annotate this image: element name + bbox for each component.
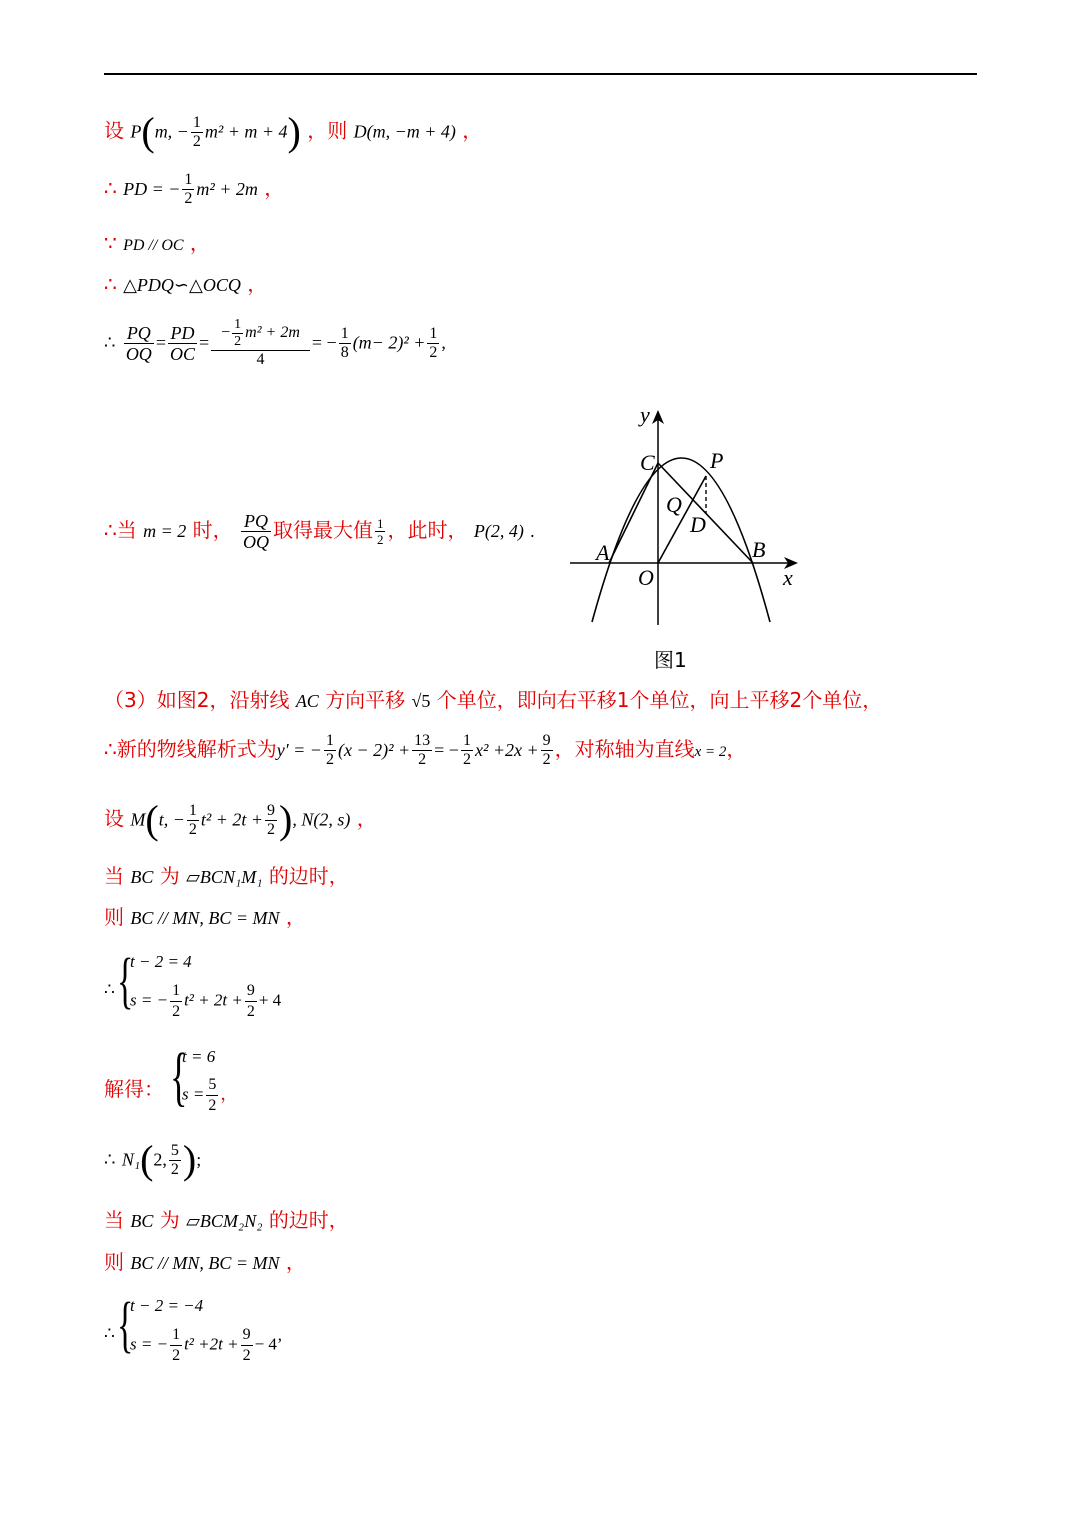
header-rule [104,73,977,75]
text: ∴新的物线解析式为 [104,737,277,761]
fraction-pd-oc: $\frac{PD}{OC}$ [169,322,195,364]
fraction: $\frac{5}{2}$ [170,1141,179,1178]
math: PD = − [123,179,181,199]
text: ， [285,1250,306,1274]
text: 设 [104,118,124,143]
math: BC // MN, BC = MN [130,1253,280,1273]
line-then1 [104,907,306,927]
math: = [198,332,210,353]
parabola [592,458,770,622]
paren-right: ) [182,1137,197,1182]
text: 取得最大值 [272,518,373,542]
text: ，则 [307,118,348,143]
brace-left: { [117,1291,134,1359]
math: x = 2 [694,744,727,760]
system-row: t − 2 = 4 [130,952,192,971]
math: m = 2 [143,521,187,541]
fraction: $\frac{1}{2}$ [376,516,384,547]
brace-left: { [117,947,134,1015]
system-row: s = − $\frac{1}{2}$ t² +2t + $\frac{9}{2}$ − 4’ [130,1326,283,1364]
label-y: y [640,402,650,427]
math: M [130,809,146,830]
therefore-symbol: ∴ [104,176,117,200]
line-set-m [104,797,377,842]
math: (m− 2)² + [352,332,426,353]
text: 设 [104,806,124,831]
math: m, − [154,121,189,142]
fraction: $\frac{9}{2}$ [267,801,276,838]
text: 为 [159,1208,180,1232]
label-a: A [596,540,610,565]
system-row: t = 6 [182,1047,216,1066]
math: BC [130,1211,154,1231]
figure-caption: 图1 [654,648,687,672]
line-solve1: 解得： [104,1077,164,1101]
math: PD // OC [123,237,184,254]
line-then2 [104,1252,306,1272]
line-ratio [104,318,446,368]
line-n1 [104,1137,202,1182]
fraction-complex: − $\frac{1}{2}$ m² + 2m 4 [211,318,310,368]
math: m² + 2m [196,179,258,199]
text: ， [264,176,285,200]
fraction: $\frac{1}{2}$ [172,1326,181,1364]
math: = [155,332,166,353]
label-b: B [752,537,766,562]
therefore-symbol: ∴ [104,332,116,353]
math: BC [130,867,154,887]
system-row: t − 2 = −4 [130,1296,204,1315]
fraction: $\frac{1}{2}$ [429,324,438,361]
text: ∴当 [104,518,137,542]
label-x: x [783,565,793,590]
paren-left: ( [140,1137,154,1182]
fraction: $\frac{1}{2}$ [192,113,201,150]
text: 的边时， [268,1208,349,1232]
text: 为 [159,864,180,888]
fraction: $\frac{9}{2}$ [246,982,255,1020]
math: BC // MN, BC = MN [130,908,280,928]
math: (x − 2)² + [337,740,411,760]
therefore-symbol: ∴ [104,1324,115,1343]
therefore-symbol: ∴ [104,272,117,296]
math: ; [196,1149,202,1170]
fraction: $\frac{5}{2}$ [208,1076,217,1114]
text: 个单位，即向右平移1个单位，向上平移2个单位， [436,688,883,712]
fraction: $\frac{9}{2}$ [242,1326,251,1364]
math: y′ = − [276,740,322,760]
line-case1 [104,866,349,886]
text: 方向平移 [325,688,406,712]
text: （3）如图2，沿射线 [104,688,290,712]
math: = − [434,740,459,760]
label-o: O [638,565,654,590]
text: 则 [104,905,124,929]
text: 当 [104,864,124,888]
math: = − [311,332,337,353]
line-part3 [104,690,882,710]
system-row: s = $\frac{5}{2}$ ， [182,1076,238,1114]
text: ， [356,806,377,831]
fraction: $\frac{1}{2}$ [234,317,242,349]
math: △PDQ∽△OCQ [123,275,241,295]
line-case2 [104,1210,349,1230]
math: m² + 2m [245,324,300,342]
text: ， [189,231,210,255]
brace-left: { [170,1040,188,1113]
line-set-p [104,109,483,154]
text: ，对称轴为直线 [554,737,695,761]
label-q: Q [666,492,682,517]
paren-left: ( [141,109,155,154]
text: ，此时， [387,518,468,542]
text: 时， [192,518,233,542]
text: 的边时， [268,864,349,888]
math: ▱BCN₁M₁ [186,867,263,887]
text: ， [726,737,747,761]
segment-ac [609,463,658,563]
text: ， [285,905,306,929]
fraction-pq-oq: $\frac{PQ}{OQ}$ [242,511,269,552]
math: ▱BCM₂N₂ [186,1211,263,1231]
fraction: $\frac{1}{2}$ [188,801,197,838]
fraction-pq-oq: $\frac{PQ}{OQ}$ [125,322,152,364]
math: m² + m + 4 [204,121,288,142]
fraction: $\frac{1}{8}$ [340,324,349,361]
math: x² +2x + [474,740,539,760]
text: 则 [104,1250,124,1274]
line-max [104,512,535,551]
system-row: s = − $\frac{1}{2}$ t² + 2t + $\frac{9}{2}$ + 4 [130,982,282,1020]
math: t, − [158,809,185,830]
fraction: $\frac{13}{2}$ [414,732,431,768]
therefore-symbol: ∴ [104,1149,116,1170]
math: t² + 2t + [200,809,264,830]
fraction: $\frac{9}{2}$ [542,732,551,768]
math: P [130,121,142,142]
math: N₁ [121,1149,141,1170]
line-pd [104,172,284,207]
math: , N(2, s) [292,809,351,830]
line-similar [104,274,267,294]
text: ， [462,118,483,143]
math: . [530,521,535,541]
math: P(2, 4) [473,521,524,541]
math: √5 [411,691,431,711]
because-symbol: ∵ [104,231,117,255]
math: , [441,332,446,353]
figure-1 [560,400,810,640]
math: − [221,324,231,342]
line-parallel [104,233,210,254]
fraction: $\frac{1}{2}$ [184,171,193,207]
math: D(m, −m + 4) [353,121,456,142]
line-new-parabola [104,733,746,768]
text: ， [247,272,268,296]
paren-right: ) [287,109,301,154]
label-c: C [640,450,655,475]
fraction: $\frac{1}{2}$ [325,732,334,768]
label-p: P [710,448,724,473]
math: 2, [153,1149,167,1170]
text: 当 [104,1208,124,1232]
math: AC [295,691,319,711]
fraction: $\frac{1}{2}$ [172,982,181,1020]
paren-left: ( [145,797,159,842]
label-d: D [690,512,706,537]
therefore-symbol: ∴ [104,980,115,999]
paren-right: ) [279,797,293,842]
fraction: $\frac{1}{2}$ [462,732,471,768]
